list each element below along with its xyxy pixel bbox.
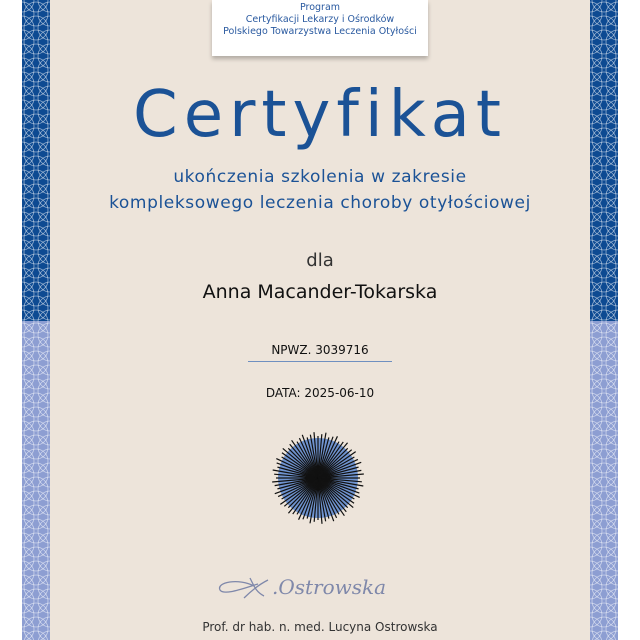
header-line-1: Program	[299, 2, 341, 13]
left-border-dark	[22, 0, 50, 321]
signature-image	[214, 570, 410, 604]
certificate-title: Certyfikat	[133, 78, 507, 152]
signature-handwriting: .Ostrowska	[272, 575, 387, 599]
program-header	[212, 0, 428, 56]
right-border-dark	[590, 0, 618, 321]
certificate-subtitle	[50, 164, 590, 216]
starburst-seal-icon	[270, 430, 366, 526]
seal-rays	[272, 432, 364, 524]
signer-name: Prof. dr hab. n. med. Lucyna Ostrowska	[202, 620, 438, 634]
left-border-light	[22, 321, 50, 640]
npwz-number: NPWZ. 3039716	[248, 343, 392, 362]
subtitle-line-2: kompleksowego leczenia choroby otyłościowej	[109, 193, 531, 213]
certificate-date: DATA: 2025-06-10	[265, 386, 375, 400]
for-label: dla	[306, 250, 334, 271]
header-line-2: Certyfikacji Lekarzy i Ośrodków	[245, 14, 395, 25]
subtitle-line-1: ukończenia szkolenia w zakresie	[173, 167, 467, 187]
recipient-name: Anna Macander-Tokarska	[202, 281, 438, 303]
header-line-3: Polskiego Towarzystwa Leczenia Otyłości	[223, 26, 417, 37]
right-border-light	[590, 321, 618, 640]
